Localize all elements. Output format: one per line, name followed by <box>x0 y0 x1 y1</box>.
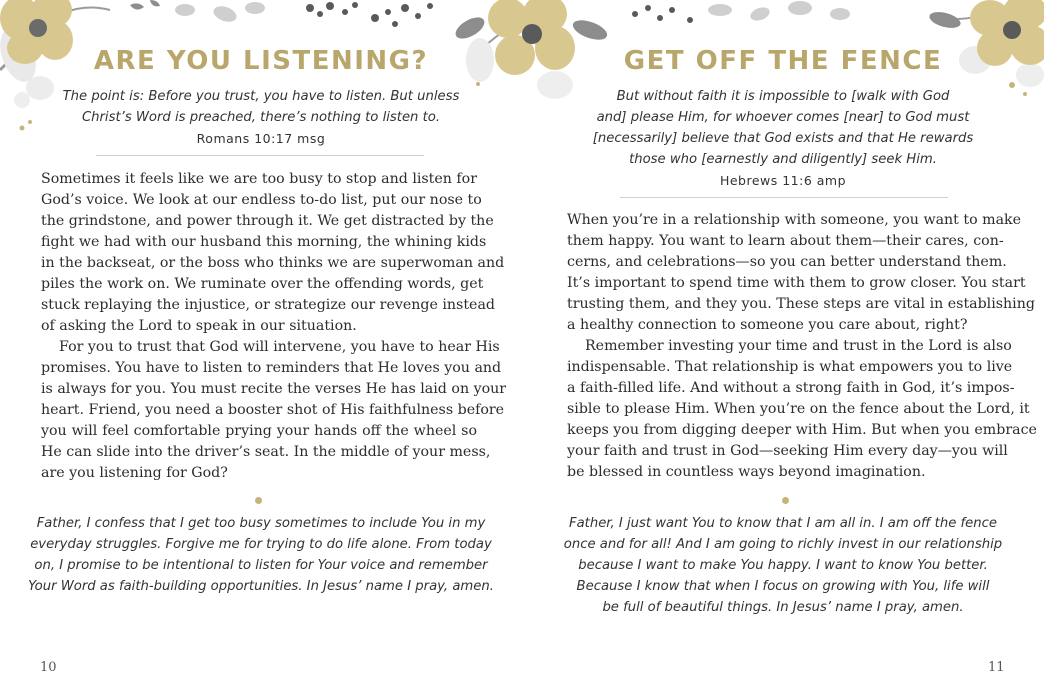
verse-line: Christ’s Word is preached, there’s nothing to listen to. <box>81 110 441 125</box>
prayer-line: because I want to make You happy. I want to know You better. <box>578 558 988 573</box>
verse-line: [necessarily] believe that God exists and that He rewards <box>592 131 974 146</box>
verse-line: The point is: Before you trust, you have to listen. But unless <box>62 89 460 104</box>
scripture-verse <box>522 86 1044 191</box>
body-line: God’s voice. We look at our endless to-do list, put our nose to <box>41 192 482 208</box>
body-line: Remember investing your time and trust in the Lord is also <box>585 338 1012 354</box>
body-line: your faith and trust in God—seeking Him every day—you will <box>567 443 1008 459</box>
verse-reference: Romans 10:17 msg <box>196 131 326 146</box>
verse-line: But without faith it is impossible to [walk with God <box>616 89 950 104</box>
body-line: When you’re in a relationship with someone, you want to make <box>567 212 1022 228</box>
body-line: sible to please Him. When you’re on the fence about the Lord, it <box>567 401 1030 417</box>
body-line: He can slide into the driver’s seat. In the middle of your mess, <box>41 444 491 460</box>
body-line: promises. You have to listen to reminders that He loves you and <box>41 360 502 376</box>
page-number: 11 <box>988 660 1005 675</box>
body-line: stuck replaying the injustice, or strategize our revenge instead <box>41 297 495 313</box>
prayer-line: everyday struggles. Forgive me for trying to do life alone. From today <box>30 537 492 552</box>
body-line: a healthy connection to someone you care about, right? <box>567 317 968 333</box>
body-line: them happy. You want to learn about them—their cares, con- <box>567 233 1004 249</box>
divider-rule <box>96 155 424 156</box>
ornament-dot <box>782 497 789 504</box>
body-line: you will feel comfortable prying your hands off the wheel so <box>41 423 477 439</box>
prayer-line: on, I promise to be intentional to listen for Your voice and remember <box>34 558 488 573</box>
body-text <box>567 210 1037 483</box>
ornament-dot <box>255 497 262 504</box>
body-line: be blessed in countless ways beyond imagination. <box>567 464 926 480</box>
body-line: are you listening for God? <box>41 465 228 481</box>
body-line: It’s important to spend time with them to grow closer. You start <box>567 275 1026 291</box>
divider-rule <box>620 197 948 198</box>
body-line: heart. Friend, you need a booster shot of His faithfulness before <box>41 402 505 418</box>
body-text <box>41 169 507 484</box>
prayer-line: Because I know that when I focus on growing with You, life will <box>576 579 990 594</box>
body-line: keeps you from digging deeper with Him. But when you embrace <box>567 422 1037 438</box>
page-title: GET OFF THE FENCE <box>623 46 943 76</box>
body-line: fight we had with our husband this morning, the whining kids <box>41 234 487 250</box>
prayer-line: once and for all! And I am going to richly invest in our relationship <box>563 537 1003 552</box>
page-number: 10 <box>40 660 57 675</box>
body-line: a faith-filled life. And without a strong faith in God, it’s impos- <box>567 380 1015 396</box>
body-line: Sometimes it feels like we are too busy to stop and listen for <box>41 171 477 187</box>
verse-line: those who [earnestly and diligently] seek Him. <box>629 152 937 167</box>
body-line: cerns, and celebrations—so you can better understand them. <box>567 254 1007 270</box>
prayer-text <box>0 513 522 597</box>
page-title: ARE YOU LISTENING? <box>93 46 429 76</box>
body-line: indispensable. That relationship is what empowers you to live <box>567 359 1013 375</box>
prayer-line: Father, I just want You to know that I am all in. I am off the fence <box>569 516 997 531</box>
body-line: is always for you. You must recite the verses He has laid on your <box>41 381 507 397</box>
body-line: of asking the Lord to speak in our situation. <box>41 318 357 334</box>
prayer-line: Your Word as faith-building opportunities. In Jesus’ name I pray, amen. <box>28 579 494 594</box>
prayer-line: Father, I confess that I get too busy sometimes to include You in my <box>36 516 486 531</box>
verse-line: and] please Him, for whoever comes [near] to God must <box>596 110 970 125</box>
scripture-verse <box>0 86 522 149</box>
right-page <box>522 0 1044 693</box>
body-line: For you to trust that God will intervene, you have to hear His <box>59 339 500 355</box>
body-line: trusting them, and they you. These steps are vital in establishing <box>567 296 1035 312</box>
body-line: the grindstone, and power through it. We get distracted by the <box>41 213 494 229</box>
prayer-text <box>522 513 1044 618</box>
body-line: in the backseat, or the boss who thinks we are superwoman and <box>41 255 505 271</box>
body-line: piles the work on. We ruminate over the offending words, get <box>41 276 484 292</box>
verse-reference: Hebrews 11:6 amp <box>719 173 847 188</box>
prayer-line: be full of beautiful things. In Jesus’ name I pray, amen. <box>602 600 964 615</box>
